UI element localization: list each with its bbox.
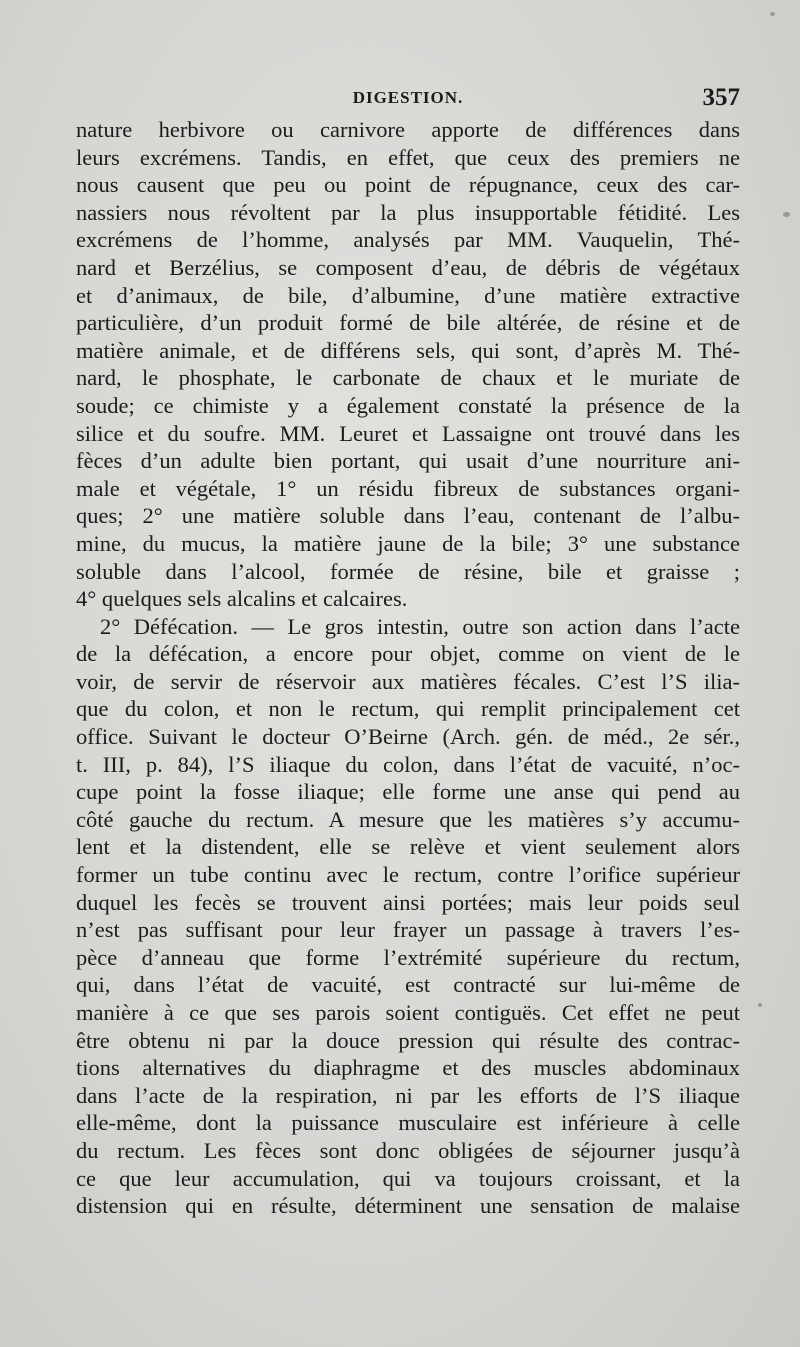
paper-speck [770, 12, 775, 16]
text-line: manière à ce que ses parois soient contiguës. Cet effet ne peut [76, 1000, 740, 1025]
text-line: tions alternatives du diaphragme et des muscles abdominaux [76, 1055, 740, 1081]
text-line: former un tube continu avec le rectum, contre l’orifice supérieur [76, 862, 740, 888]
page-header [76, 84, 740, 114]
text-line: distension qui en résulte, déterminent une sensation de malaise [76, 1193, 740, 1219]
text-line: du rectum. Les fèces sont donc obligées de séjourner jusqu’à [76, 1137, 740, 1163]
text-line: ce que leur accumulation, qui va toujours croissant, et la [76, 1165, 740, 1191]
text-line: soluble dans l’alcool, formée de résine, bile et graisse ; [76, 558, 740, 584]
text-line: qui, dans l’état de vacuité, est contracté sur lui-même de [76, 972, 740, 998]
text-line: excrémens de l’homme, analysés par MM. Vauquelin, Thé- [76, 227, 740, 253]
text-line: ques; 2° une matière soluble dans l’eau, contenant de l’albu- [76, 503, 740, 529]
page-number: 357 [702, 84, 740, 111]
text-line: nassiers nous révoltent par la plus insupportable fétidité. Les [76, 199, 740, 225]
text-line: lent et la distendent, elle se relève et vient seulement alors [76, 834, 740, 860]
text-line: silice et du soufre. MM. Leuret et Lassaigne ont trouvé dans les [76, 420, 740, 446]
text-line: de la défécation, a encore pour objet, comme on vient de le [76, 641, 740, 667]
text-body [76, 116, 740, 1220]
text-line: dans l’acte de la respiration, ni par les efforts de l’S iliaque [76, 1082, 740, 1108]
running-title: DIGESTION. [352, 88, 464, 107]
text-line: être obtenu ni par la douce pression qui résulte des contrac- [76, 1027, 740, 1053]
text-line: matière animale, et de différens sels, qui sont, d’après M. Thé- [76, 337, 740, 363]
text-line: 4° quelques sels alcalins et calcaires. [76, 586, 408, 612]
text-line: elle-même, dont la puissance musculaire est inférieure à celle [76, 1110, 740, 1136]
text-line: cupe point la fosse iliaque; elle forme une anse qui pend au [76, 779, 740, 805]
text-line: n’est pas suffisant pour leur frayer un passage à travers l’es- [76, 917, 740, 943]
text-line: côté gauche du rectum. A mesure que les matières s’y accumu- [76, 806, 740, 832]
text-line: office. Suivant le docteur O’Beirne (Arch. gén. de méd., 2e sér., [76, 724, 740, 750]
text-line: et d’animaux, de bile, d’albumine, d’une matière extractive [76, 282, 740, 308]
text-line: 2° Défécation. — Le gros intestin, outre son action dans l’acte [100, 613, 740, 639]
text-line: fèces d’un adulte bien portant, qui usait d’une nourriture ani- [76, 448, 740, 474]
text-line: voir, de servir de réservoir aux matières fécales. C’est l’S ilia- [76, 668, 740, 694]
text-line: soude; ce chimiste y a également constaté la présence de la [76, 392, 740, 418]
text-line: nous causent que peu ou point de répugnance, ceux des car- [76, 172, 740, 198]
text-line: nard, le phosphate, le carbonate de chaux et le muriate de [76, 365, 740, 391]
text-line: male et végétale, 1° un résidu fibreux de substances organi- [76, 475, 740, 501]
text-line: nature herbivore ou carnivore apporte de différences dans [76, 117, 740, 142]
text-line: nard et Berzélius, se composent d’eau, de débris de végétaux [76, 254, 740, 280]
text-line: t. III, p. 84), l’S iliaque du colon, dans l’état de vacuité, n’oc- [76, 751, 740, 777]
paper-speck [783, 212, 790, 217]
text-line: mine, du mucus, la matière jaune de la bile; 3° une substance [76, 530, 740, 556]
text-line: leurs excrémens. Tandis, en effet, que ceux des premiers ne [76, 144, 740, 170]
text-line: pèce d’anneau que forme l’extrémité supérieure du rectum, [76, 944, 740, 970]
text-line: duquel les fecès se trouvent ainsi portées; mais leur poids seul [76, 889, 740, 915]
text-line: que du colon, et non le rectum, qui remplit principalement cet [76, 696, 740, 722]
paper-speck [758, 1003, 762, 1007]
text-line: particulière, d’un produit formé de bile altérée, de résine et de [76, 310, 740, 336]
